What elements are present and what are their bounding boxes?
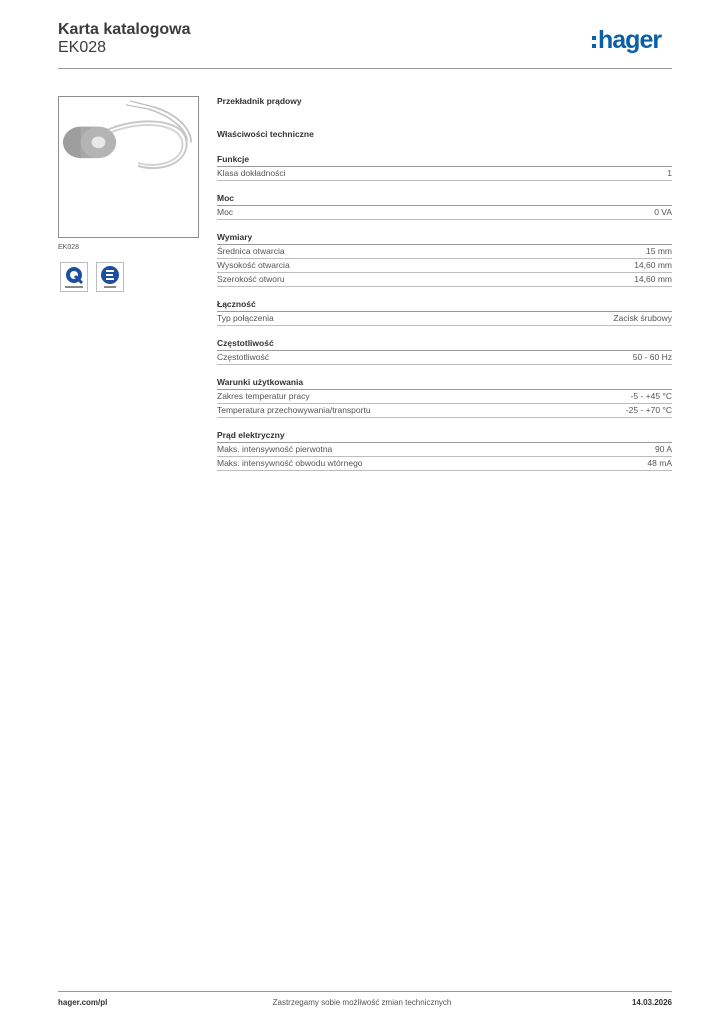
spec-value: 48 mA (647, 458, 672, 468)
section-warunki-uzytkowania (217, 377, 672, 418)
section-czestotliwosc (217, 338, 672, 365)
spec-label: Temperatura przechowywania/transportu (217, 405, 371, 415)
spec-row (217, 390, 672, 404)
footer-website-link[interactable]: hager.com/pl (58, 998, 108, 1007)
spec-row (217, 167, 672, 181)
spec-row (217, 245, 672, 259)
section-title: Łączność (217, 299, 672, 312)
spec-value: 14,60 mm (634, 274, 672, 284)
spec-row (217, 457, 672, 471)
spec-value: -25 - +70 °C (625, 405, 672, 415)
spec-label: Klasa dokładności (217, 168, 286, 178)
product-reference: EK028 (58, 244, 80, 251)
footer-disclaimer: Zastrzegamy sobie możliwość zmian technicznych (272, 998, 452, 1007)
spec-row (217, 206, 672, 220)
footer-date: 14.03.2026 (631, 998, 672, 1007)
product-type: Przekładnik prądowy (217, 96, 302, 106)
logo-dots-icon (592, 26, 596, 48)
technical-specs (217, 96, 672, 481)
section-wymiary (217, 232, 672, 287)
spec-row (217, 259, 672, 273)
spec-value: Zacisk śrubowy (613, 313, 672, 323)
spec-value: 90 A (654, 444, 672, 454)
page-subtitle: EK028 (58, 39, 107, 56)
product-image (58, 96, 199, 238)
section-title: Funkcje (217, 154, 672, 167)
section-title: Wymiary (217, 232, 672, 245)
spec-value: 50 - 60 Hz (632, 352, 672, 362)
spec-row (217, 351, 672, 365)
spec-value: -5 - +45 °C (630, 391, 672, 401)
spec-value: 1 (667, 168, 672, 178)
section-moc (217, 193, 672, 220)
spec-label: Wysokość otwarcia (217, 260, 290, 270)
section-title: Moc (217, 193, 672, 206)
section-lacznosc (217, 299, 672, 326)
section-prad-elektryczny (217, 430, 672, 471)
spec-row (217, 273, 672, 287)
header-divider (58, 68, 672, 69)
spec-label: Maks. intensywność pierwotna (217, 444, 333, 454)
section-title: Częstotliwość (217, 338, 672, 351)
properties-heading: Właściwości techniczne (217, 129, 314, 139)
spec-value: 14,60 mm (634, 260, 672, 270)
hager-logo (592, 26, 661, 56)
spec-value: 15 mm (646, 246, 672, 256)
q-quality-icon (60, 262, 88, 292)
page-title: Karta katalogowa (58, 21, 191, 38)
current-transformer-image (59, 97, 198, 237)
spec-label: Maks. intensywność obwodu wtórnego (217, 458, 363, 468)
spec-label: Typ połączenia (217, 313, 274, 323)
spec-row (217, 443, 672, 457)
e-label-icon (96, 262, 124, 292)
section-title: Warunki użytkowania (217, 377, 672, 390)
logo-text: hager (598, 26, 662, 54)
spec-label: Częstotliwość (217, 352, 269, 362)
spec-label: Zakres temperatur pracy (217, 391, 310, 401)
spec-row (217, 312, 672, 326)
footer-divider (58, 991, 672, 992)
section-title: Prąd elektryczny (217, 430, 672, 443)
section-funkcje (217, 154, 672, 181)
spec-label: Średnica otwarcia (217, 246, 285, 256)
spec-row (217, 404, 672, 418)
spec-label: Szerokość otworu (217, 274, 285, 284)
spec-value: 0 VA (654, 207, 672, 217)
spec-label: Moc (217, 207, 234, 217)
